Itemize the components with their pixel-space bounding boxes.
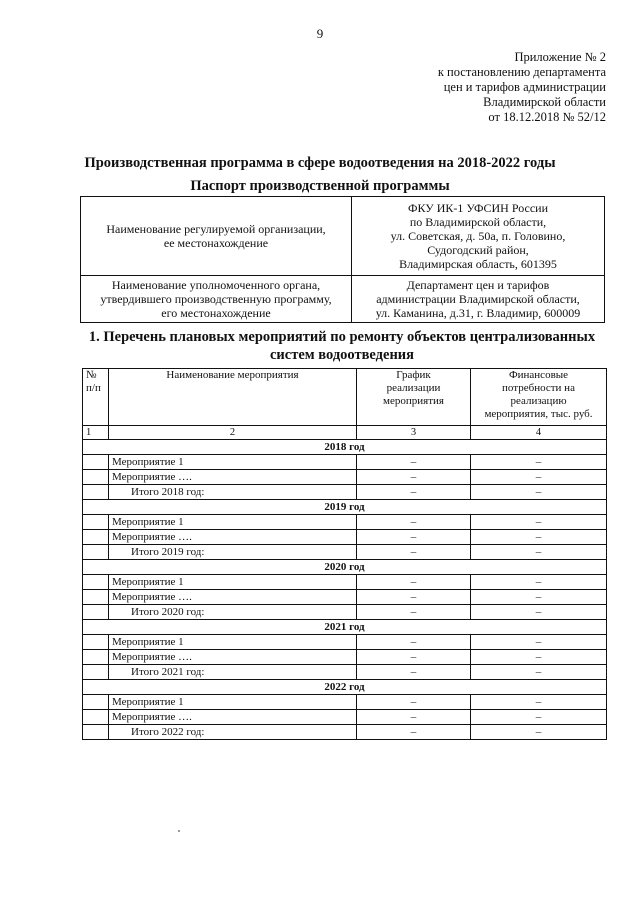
event-name: Мероприятие ….: [109, 650, 357, 665]
event-finance: –: [471, 725, 607, 740]
event-finance: –: [471, 710, 607, 725]
row-number: [83, 635, 109, 650]
scan-speck: [178, 830, 180, 832]
event-name: Итого 2020 год:: [109, 605, 357, 620]
event-name: Итого 2019 год:: [109, 545, 357, 560]
event-finance: –: [471, 470, 607, 485]
event-schedule: –: [357, 605, 471, 620]
table-row: [83, 575, 607, 590]
event-schedule: –: [357, 470, 471, 485]
row-number: [83, 530, 109, 545]
passport-value-line: ул. Советская, д. 50а, п. Головино,: [390, 229, 566, 243]
row-number: [83, 545, 109, 560]
event-name: Итого 2018 год:: [109, 485, 357, 500]
event-name: Итого 2021 год:: [109, 665, 357, 680]
event-schedule: –: [357, 635, 471, 650]
event-finance: –: [471, 695, 607, 710]
row-number: [83, 710, 109, 725]
section-heading-line: систем водоотведения: [269, 347, 415, 363]
passport-value-line: Судогодский район,: [427, 243, 529, 257]
column-number: 4: [471, 426, 607, 440]
header-line: мероприятия: [383, 395, 444, 407]
row-number: [83, 650, 109, 665]
passport-label-cell: [81, 197, 352, 276]
events-table: [82, 368, 607, 740]
row-number: [83, 590, 109, 605]
passport-label-line: утвердившего производственную программу,: [100, 292, 332, 306]
event-schedule: –: [357, 545, 471, 560]
page-number: 9: [316, 26, 324, 41]
year-row: [83, 620, 607, 635]
row-number: [83, 575, 109, 590]
header-line: реализацию: [510, 395, 567, 407]
section-heading: [82, 328, 602, 364]
passport-value-line: Владимирская область, 601395: [399, 257, 557, 271]
section-heading-line: 1. Перечень плановых мероприятий по ремонту объектов централизованных: [88, 329, 596, 345]
row-number: [83, 725, 109, 740]
appendix-line: к постановлению департамента: [437, 65, 606, 79]
table-row: [83, 590, 607, 605]
passport-value-cell: [352, 276, 605, 323]
column-number: 3: [357, 426, 471, 440]
year-row: [83, 500, 607, 515]
event-finance: –: [471, 515, 607, 530]
event-finance: –: [471, 530, 607, 545]
event-finance: –: [471, 575, 607, 590]
row-number: [83, 470, 109, 485]
event-finance: –: [471, 590, 607, 605]
event-finance: –: [471, 650, 607, 665]
row-number: [83, 665, 109, 680]
year-label: 2020 год: [83, 560, 607, 575]
passport-label-line: его местонахождение: [161, 306, 271, 320]
appendix-block: [406, 50, 606, 125]
table-row: [83, 515, 607, 530]
event-name: Итого 2022 год:: [109, 725, 357, 740]
header-schedule: [357, 369, 471, 426]
passport-value-cell: [352, 197, 605, 276]
table-row: [83, 665, 607, 680]
events-body: [83, 440, 607, 740]
column-number: 2: [109, 426, 357, 440]
passport-value-line: ФКУ ИК-1 УФСИН России: [408, 201, 548, 215]
appendix-line: Владимирской области: [483, 95, 606, 109]
passport-label-line: Наименование уполномоченного органа,: [111, 278, 321, 292]
header-line: п/п: [86, 382, 101, 394]
event-schedule: –: [357, 665, 471, 680]
year-label: 2022 год: [83, 680, 607, 695]
appendix-line: от 18.12.2018 № 52/12: [488, 110, 606, 124]
passport-label-line: ее местонахождение: [163, 236, 269, 250]
appendix-line: Приложение № 2: [514, 50, 606, 64]
passport-row-organization: [81, 197, 605, 276]
event-finance: –: [471, 665, 607, 680]
passport-value-line: администрации Владимирской области,: [376, 292, 580, 306]
table-row: [83, 695, 607, 710]
event-schedule: –: [357, 530, 471, 545]
event-name: Мероприятие ….: [109, 590, 357, 605]
passport-title: Паспорт производственной программы: [190, 178, 450, 194]
appendix-line: цен и тарифов администрации: [443, 80, 606, 94]
event-schedule: –: [357, 725, 471, 740]
event-name: Мероприятие 1: [109, 695, 357, 710]
header-line: мероприятия, тыс. руб.: [484, 408, 593, 420]
event-finance: –: [471, 635, 607, 650]
event-name: Мероприятие 1: [109, 455, 357, 470]
row-number: [83, 485, 109, 500]
event-name: Мероприятие 1: [109, 575, 357, 590]
column-number-row: [83, 426, 607, 440]
row-number: [83, 605, 109, 620]
table-row: [83, 470, 607, 485]
header-event-name: [109, 369, 357, 426]
event-finance: –: [471, 545, 607, 560]
event-schedule: –: [357, 650, 471, 665]
table-row: [83, 725, 607, 740]
event-schedule: –: [357, 710, 471, 725]
header-line: реализации: [386, 382, 441, 394]
row-number: [83, 695, 109, 710]
event-schedule: –: [357, 455, 471, 470]
table-row: [83, 545, 607, 560]
event-schedule: –: [357, 485, 471, 500]
event-finance: –: [471, 455, 607, 470]
event-name: Мероприятие ….: [109, 530, 357, 545]
year-label: 2018 год: [83, 440, 607, 455]
event-name: Мероприятие 1: [109, 635, 357, 650]
year-row: [83, 560, 607, 575]
event-schedule: –: [357, 515, 471, 530]
header-line: №: [86, 369, 97, 381]
table-row: [83, 635, 607, 650]
row-number: [83, 515, 109, 530]
table-row: [83, 455, 607, 470]
header-finance: [471, 369, 607, 426]
year-label: 2019 год: [83, 500, 607, 515]
event-finance: –: [471, 605, 607, 620]
passport-row-authority: [81, 276, 605, 323]
table-row: [83, 530, 607, 545]
table-row: [83, 650, 607, 665]
passport-value-line: по Владимирской области,: [409, 215, 547, 229]
event-name: Мероприятие ….: [109, 470, 357, 485]
passport-label-cell: [81, 276, 352, 323]
table-row: [83, 485, 607, 500]
year-label: 2021 год: [83, 620, 607, 635]
event-name: Мероприятие 1: [109, 515, 357, 530]
year-row: [83, 680, 607, 695]
year-row: [83, 440, 607, 455]
header-line: График: [396, 369, 431, 381]
passport-value-line: Департамент цен и тарифов: [406, 278, 550, 292]
header-number: [83, 369, 109, 426]
event-schedule: –: [357, 590, 471, 605]
header-line: Наименование мероприятия: [166, 369, 299, 381]
table-row: [83, 605, 607, 620]
passport-table: [80, 196, 605, 323]
header-line: Финансовые: [508, 369, 569, 381]
column-number: 1: [83, 426, 109, 440]
header-line: потребности на: [502, 382, 575, 394]
event-name: Мероприятие ….: [109, 710, 357, 725]
event-schedule: –: [357, 695, 471, 710]
main-title: Производственная программа в сфере водоотведения на 2018-2022 годы: [84, 155, 556, 171]
event-schedule: –: [357, 575, 471, 590]
passport-label-line: Наименование регулируемой организации,: [106, 222, 326, 236]
passport-value-line: ул. Каманина, д.31, г. Владимир, 600009: [375, 306, 581, 320]
table-row: [83, 710, 607, 725]
event-finance: –: [471, 485, 607, 500]
events-header-row: [83, 369, 607, 426]
row-number: [83, 455, 109, 470]
